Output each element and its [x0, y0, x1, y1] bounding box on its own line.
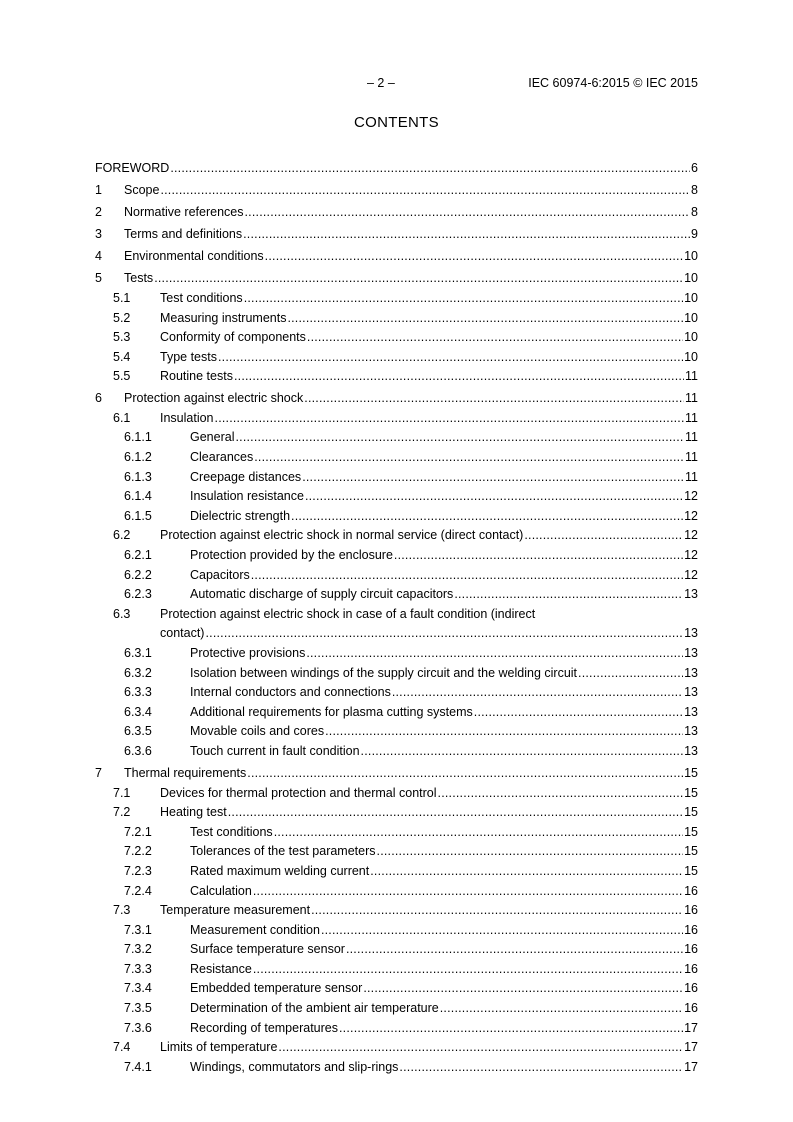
- toc-entry-title: Test conditions: [190, 824, 273, 839]
- toc-entry-page: 12: [684, 548, 698, 563]
- toc-entry[interactable]: [95, 1058, 698, 1078]
- toc-entry-page: 17: [684, 1040, 698, 1055]
- toc-entry-page: 8: [691, 205, 698, 220]
- toc-entry-title: Insulation: [160, 410, 214, 425]
- dot-leader: [160, 181, 690, 201]
- dot-leader: [325, 722, 683, 742]
- toc-entry-page: 10: [684, 330, 698, 345]
- toc-entry[interactable]: [95, 428, 698, 448]
- toc-entry-page: 13: [684, 743, 698, 758]
- toc-entry-page: 15: [684, 785, 698, 800]
- dot-leader: [438, 784, 684, 804]
- toc-entry-number: 7.3.5: [124, 1001, 152, 1016]
- toc-entry-number: 6.3: [113, 606, 131, 621]
- toc-entry-number: 6.1.2: [124, 450, 152, 465]
- dot-leader: [243, 225, 690, 245]
- toc-entry[interactable]: [95, 960, 698, 980]
- toc-entry-number: 6.3.6: [124, 743, 152, 758]
- toc-entry-title: Temperature measurement: [160, 903, 311, 918]
- toc-entry-number: 7.2.2: [124, 844, 152, 859]
- toc-entry-title: Protection provided by the enclosure: [190, 548, 393, 563]
- toc-entry-number: 7.3.4: [124, 981, 152, 996]
- toc-entry-title: Automatic discharge of supply circuit capacitors: [190, 587, 454, 602]
- toc-entry[interactable]: [95, 1038, 698, 1058]
- toc-entry-title: Thermal requirements: [124, 765, 247, 780]
- toc-entry-page: 11: [685, 391, 698, 406]
- toc-entry-page: 9: [691, 227, 698, 242]
- toc-entry-page: 10: [684, 290, 698, 305]
- toc-entry-number: 5.4: [113, 349, 131, 364]
- toc-entry-title: Measurement condition: [190, 922, 320, 937]
- toc-entry-number: 7.2: [113, 805, 131, 820]
- toc-entry-number: 6.3.3: [124, 685, 152, 700]
- toc-entry-number: 7.4: [113, 1040, 131, 1055]
- toc-entry-title: Determination of the ambient air temperature: [190, 1001, 439, 1016]
- toc-entry-number: 6.1: [113, 410, 131, 425]
- toc-entry[interactable]: [95, 703, 698, 723]
- toc-entry-title: Heating test: [160, 805, 227, 820]
- toc-entry-number: 5.3: [113, 330, 131, 345]
- toc-entry-title: contact): [160, 626, 205, 641]
- toc-entry-number: 1: [95, 183, 102, 198]
- toc-entry-number: 6.3.5: [124, 724, 152, 739]
- toc-entry-page: 17: [684, 1020, 698, 1035]
- dot-leader: [346, 940, 683, 960]
- toc-entry-title: Protective provisions: [190, 645, 306, 660]
- toc-entry-title: Test conditions: [160, 290, 243, 305]
- toc-entry-title: Calculation: [190, 883, 252, 898]
- toc-entry-number: 6.1.5: [124, 508, 152, 523]
- toc-entry-page: 11: [685, 410, 698, 425]
- toc-entry-number: 7: [95, 765, 102, 780]
- dot-leader: [302, 468, 684, 488]
- toc-entry-title: Type tests: [160, 349, 217, 364]
- toc-entry-page: 12: [684, 567, 698, 582]
- toc-entry-page: 16: [684, 1001, 698, 1016]
- toc-entry-page: 8: [691, 183, 698, 198]
- toc-entry[interactable]: [95, 309, 698, 329]
- toc-entry-title: Terms and definitions: [124, 227, 243, 242]
- dot-leader: [524, 526, 683, 546]
- toc-entry-title: Routine tests: [160, 369, 233, 384]
- toc-entry-number: 6.2.2: [124, 567, 152, 582]
- toc-entry-number: 7.3.1: [124, 922, 152, 937]
- dot-leader: [578, 664, 683, 684]
- toc-entry[interactable]: [95, 159, 698, 179]
- dot-leader: [228, 803, 683, 823]
- toc-entry-page: 13: [684, 626, 698, 641]
- dot-leader: [394, 546, 683, 566]
- toc-entry-title: Protection against electric shock in normal service (direct contact): [160, 528, 524, 543]
- toc-entry[interactable]: [95, 862, 698, 882]
- dot-leader: [205, 624, 683, 644]
- toc-entry-title: Recording of temperatures: [190, 1020, 338, 1035]
- toc-entry-number: 7.2.3: [124, 863, 152, 878]
- toc-entry[interactable]: [95, 269, 698, 289]
- toc-entry-title: FOREWORD: [95, 161, 170, 176]
- toc-entry[interactable]: [95, 940, 698, 960]
- toc-entry-number: 6: [95, 391, 102, 406]
- toc-entry[interactable]: [95, 247, 698, 267]
- toc-entry[interactable]: [95, 507, 698, 527]
- toc-entry-title: General: [190, 430, 235, 445]
- toc-entry[interactable]: [95, 348, 698, 368]
- dot-leader: [254, 448, 684, 468]
- dot-leader: [454, 585, 683, 605]
- toc-entry-number: 6.1.4: [124, 489, 152, 504]
- toc-entry-page: 13: [684, 724, 698, 739]
- toc-entry[interactable]: [95, 389, 698, 409]
- toc-entry-title: Measuring instruments: [160, 310, 287, 325]
- dot-leader: [339, 1019, 683, 1039]
- dot-leader: [306, 644, 683, 664]
- toc-entry-title: Limits of temperature: [160, 1040, 278, 1055]
- toc-entry-page: 10: [684, 271, 698, 286]
- toc-entry[interactable]: [95, 742, 698, 762]
- toc-entry-title: Rated maximum welding current: [190, 863, 370, 878]
- toc-entry-number: 7.3.6: [124, 1020, 152, 1035]
- toc-entry-page: 16: [684, 942, 698, 957]
- toc-entry-number: 6.2: [113, 528, 131, 543]
- toc-entry[interactable]: [95, 999, 698, 1019]
- toc-entry-page: 16: [684, 961, 698, 976]
- toc-entry-page: 11: [685, 469, 698, 484]
- toc-entry[interactable]: [95, 784, 698, 804]
- dot-leader: [474, 703, 683, 723]
- dot-leader: [170, 159, 690, 179]
- toc-entry-number: 7.2.4: [124, 883, 152, 898]
- toc-entry-title: Clearances: [190, 450, 254, 465]
- dot-leader: [218, 348, 683, 368]
- dot-leader: [253, 882, 683, 902]
- toc-entry-page: 15: [684, 844, 698, 859]
- dot-leader: [245, 203, 691, 223]
- toc-entry[interactable]: [95, 644, 698, 664]
- toc-entry-page: 15: [684, 863, 698, 878]
- toc-entry-number: 5: [95, 271, 102, 286]
- dot-leader: [307, 328, 683, 348]
- table-of-contents: [95, 157, 698, 1077]
- toc-entry-title: Windings, commutators and slip-rings: [190, 1059, 399, 1074]
- dot-leader: [247, 764, 683, 784]
- toc-entry-title: Isolation between windings of the supply circuit and the welding circuit: [190, 665, 578, 680]
- toc-entry-number: 6.2.3: [124, 587, 152, 602]
- dot-leader: [274, 823, 683, 843]
- toc-entry[interactable]: [95, 823, 698, 843]
- toc-entry[interactable]: [95, 181, 698, 201]
- toc-entry[interactable]: [95, 664, 698, 684]
- toc-entry-page: 13: [684, 587, 698, 602]
- toc-entry-title: Surface temperature sensor: [190, 942, 345, 957]
- toc-entry-number: 3: [95, 227, 102, 242]
- toc-entry-page: 15: [684, 805, 698, 820]
- page-number: – 2 –: [367, 76, 395, 90]
- dot-leader: [234, 367, 684, 387]
- toc-entry-number: 6.2.1: [124, 548, 152, 563]
- toc-entry[interactable]: [95, 487, 698, 507]
- toc-entry[interactable]: [95, 328, 698, 348]
- dot-leader: [361, 742, 684, 762]
- toc-entry[interactable]: [95, 203, 698, 223]
- toc-entry[interactable]: [95, 367, 698, 387]
- toc-entry-number: 5.1: [113, 290, 131, 305]
- toc-entry-number: 5.2: [113, 310, 131, 325]
- toc-entry-page: 16: [684, 883, 698, 898]
- toc-entry[interactable]: [95, 683, 698, 703]
- dot-leader: [251, 566, 683, 586]
- toc-entry-number: 6.1.1: [124, 430, 152, 445]
- toc-entry-page: 15: [684, 824, 698, 839]
- toc-entry-page: 13: [684, 645, 698, 660]
- toc-entry-page: 11: [685, 450, 698, 465]
- dot-leader: [305, 487, 683, 507]
- toc-entry-title: Internal conductors and connections: [190, 685, 391, 700]
- dot-leader: [265, 247, 683, 267]
- dot-leader: [377, 842, 684, 862]
- toc-entry[interactable]: [95, 526, 698, 546]
- toc-entry-page: 16: [684, 981, 698, 996]
- toc-entry-title-line1: Protection against electric shock in case of a fault condition (indirect: [160, 606, 536, 621]
- toc-entry-page: 12: [684, 508, 698, 523]
- toc-entry-title: Touch current in fault condition: [190, 743, 360, 758]
- toc-entry-page: 11: [685, 430, 698, 445]
- toc-entry-number: 6.3.1: [124, 645, 152, 660]
- dot-leader: [399, 1058, 683, 1078]
- toc-entry-title: Embedded temperature sensor: [190, 981, 363, 996]
- toc-entry-number: 7.3.3: [124, 961, 152, 976]
- toc-entry[interactable]: [95, 901, 698, 921]
- dot-leader: [253, 960, 683, 980]
- dot-leader: [440, 999, 683, 1019]
- toc-entry-title: Conformity of components: [160, 330, 306, 345]
- toc-entry-number: 6.3.2: [124, 665, 152, 680]
- toc-entry[interactable]: [95, 225, 698, 245]
- toc-entry[interactable]: [95, 979, 698, 999]
- toc-entry[interactable]: [95, 546, 698, 566]
- dot-leader: [363, 979, 683, 999]
- toc-entry[interactable]: [95, 842, 698, 862]
- dot-leader: [311, 901, 683, 921]
- toc-entry-title: Insulation resistance: [190, 489, 304, 504]
- toc-entry-title: Dielectric strength: [190, 508, 291, 523]
- toc-entry-page: 12: [684, 528, 698, 543]
- toc-entry-number: 4: [95, 249, 102, 264]
- dot-leader: [278, 1038, 683, 1058]
- document-reference: IEC 60974-6:2015 © IEC 2015: [528, 76, 698, 90]
- toc-entry-title: Tests: [124, 271, 154, 286]
- dot-leader: [287, 309, 683, 329]
- toc-entry-page: 13: [684, 665, 698, 680]
- toc-entry[interactable]: [95, 921, 698, 941]
- toc-entry[interactable]: [95, 722, 698, 742]
- toc-entry-number: 5.5: [113, 369, 131, 384]
- toc-entry-title: Normative references: [124, 205, 244, 220]
- toc-entry-number: 7.1: [113, 785, 131, 800]
- toc-entry[interactable]: [95, 803, 698, 823]
- toc-entry-page: 16: [684, 922, 698, 937]
- toc-entry-number: 7.2.1: [124, 824, 152, 839]
- toc-entry-number: 6.3.4: [124, 704, 152, 719]
- toc-entry-page: 17: [684, 1059, 698, 1074]
- toc-entry-number: 7.3.2: [124, 942, 152, 957]
- dot-leader: [291, 507, 683, 527]
- page-title: CONTENTS: [354, 114, 439, 131]
- dot-leader: [370, 862, 683, 882]
- dot-leader: [321, 921, 683, 941]
- toc-entry-page: 13: [684, 685, 698, 700]
- dot-leader: [154, 269, 683, 289]
- toc-entry-title: Capacitors: [190, 567, 250, 582]
- dot-leader: [215, 409, 685, 429]
- toc-entry-title: Environmental conditions: [124, 249, 264, 264]
- toc-entry-number: 7.3: [113, 903, 131, 918]
- toc-entry-number: 6.1.3: [124, 469, 152, 484]
- toc-entry[interactable]: [95, 289, 698, 309]
- toc-entry-title: Devices for thermal protection and thermal control: [160, 785, 437, 800]
- toc-entry-number: 2: [95, 205, 102, 220]
- toc-entry[interactable]: [95, 566, 698, 586]
- toc-entry[interactable]: [95, 764, 698, 784]
- toc-entry[interactable]: [95, 448, 698, 468]
- toc-entry-page: 10: [684, 349, 698, 364]
- toc-entry-page: 13: [684, 704, 698, 719]
- dot-leader: [235, 428, 684, 448]
- dot-leader: [392, 683, 683, 703]
- toc-entry[interactable]: [95, 882, 698, 902]
- toc-entry-title: Movable coils and cores: [190, 724, 325, 739]
- dot-leader: [244, 289, 683, 309]
- toc-entry-title: Protection against electric shock: [124, 391, 304, 406]
- toc-entry-title: Tolerances of the test parameters: [190, 844, 376, 859]
- toc-entry[interactable]: [95, 468, 698, 488]
- toc-entry-number: 7.4.1: [124, 1059, 152, 1074]
- toc-entry-page: 6: [691, 161, 698, 176]
- toc-entry-page: 15: [684, 765, 698, 780]
- toc-entry[interactable]: [95, 605, 698, 644]
- toc-entry-page: 12: [684, 489, 698, 504]
- toc-entry-page: 10: [684, 249, 698, 264]
- toc-entry-title: Scope: [124, 183, 160, 198]
- toc-entry[interactable]: [95, 585, 698, 605]
- toc-entry-page: 16: [684, 903, 698, 918]
- toc-entry-page: 11: [685, 369, 698, 384]
- toc-entry-page: 10: [684, 310, 698, 325]
- dot-leader: [304, 389, 684, 409]
- toc-entry[interactable]: [95, 1019, 698, 1039]
- toc-entry[interactable]: [95, 409, 698, 429]
- toc-entry-title: Creepage distances: [190, 469, 302, 484]
- toc-entry-title: Additional requirements for plasma cutting systems: [190, 704, 473, 719]
- toc-entry-title: Resistance: [190, 961, 252, 976]
